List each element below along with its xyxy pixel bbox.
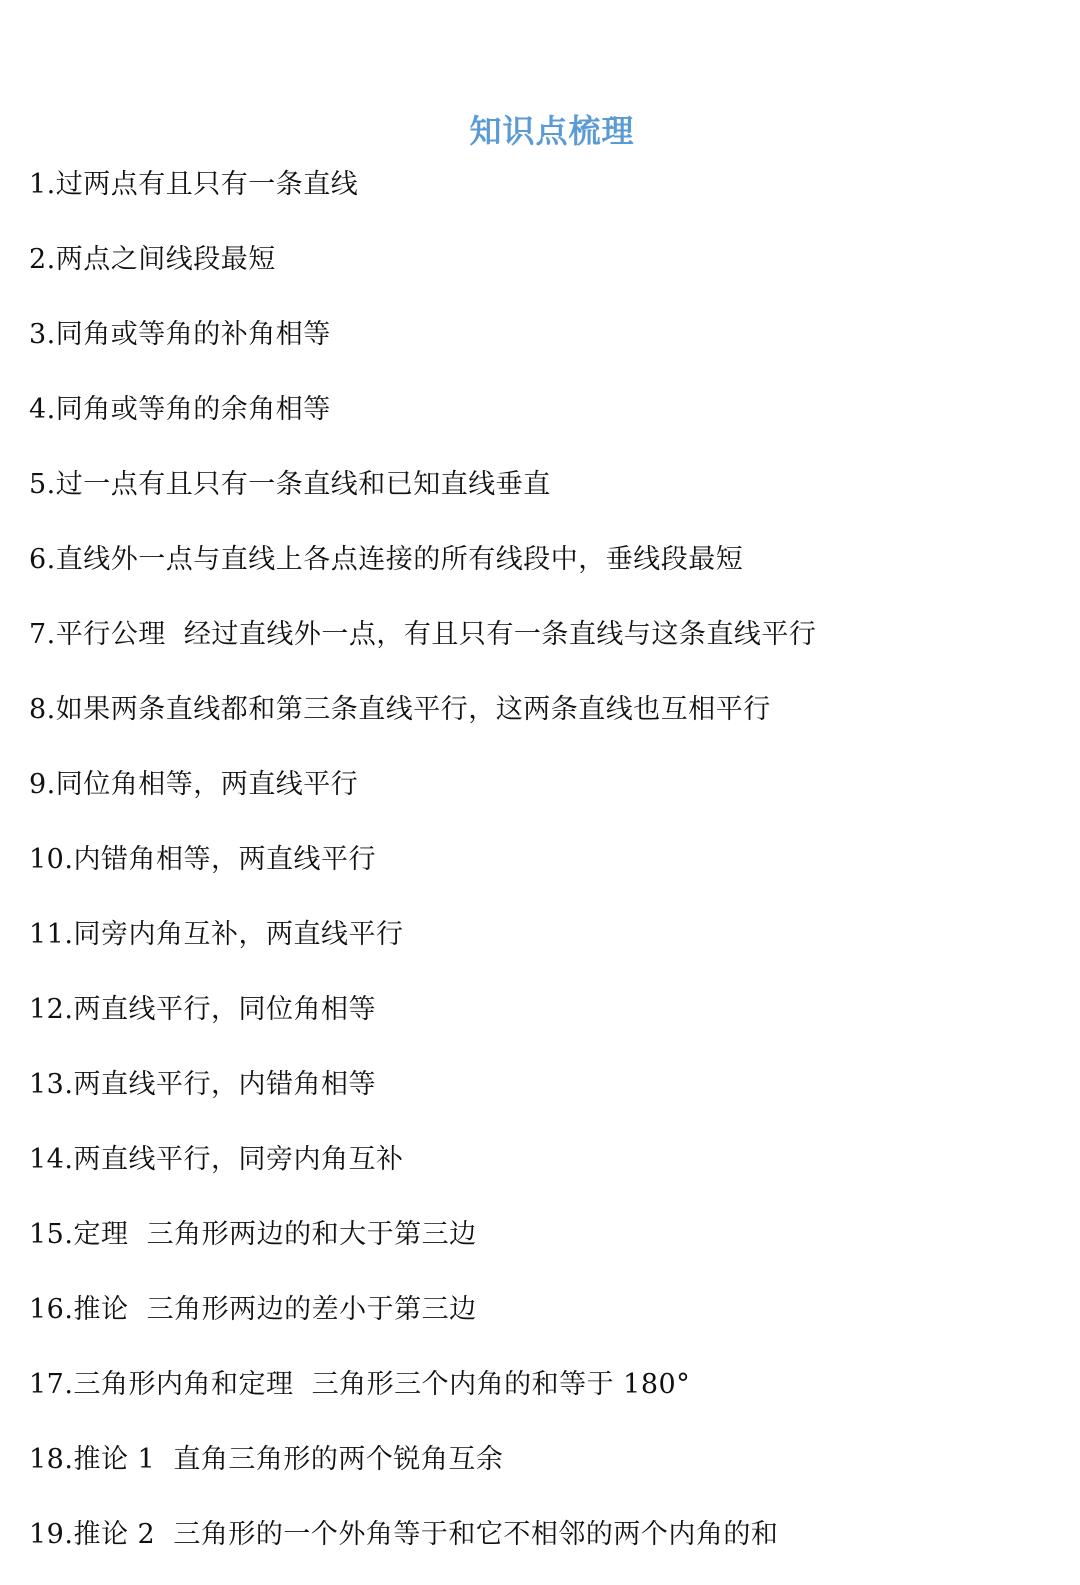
list-item: 4.同角或等角的余角相等 <box>29 394 331 425</box>
list-item: 14.两直线平行，同旁内角互补 <box>29 1144 404 1175</box>
list-item: 1.过两点有且只有一条直线 <box>29 169 359 200</box>
knowledge-point-list <box>29 160 1069 1585</box>
list-item: 10.内错角相等，两直线平行 <box>29 844 376 875</box>
list-item: 12.两直线平行，同位角相等 <box>29 994 376 1025</box>
list-item: 3.同角或等角的补角相等 <box>29 319 331 350</box>
list-item: 16.推论 三角形两边的差小于第三边 <box>29 1294 477 1325</box>
list-item: 7.平行公理 经过直线外一点，有且只有一条直线与这条直线平行 <box>29 619 817 650</box>
list-item: 5.过一点有且只有一条直线和已知直线垂直 <box>29 469 551 500</box>
list-item: 2.两点之间线段最短 <box>29 244 276 275</box>
list-item: 9.同位角相等，两直线平行 <box>29 769 359 800</box>
list-item: 8.如果两条直线都和第三条直线平行，这两条直线也互相平行 <box>29 694 771 725</box>
list-item: 17.三角形内角和定理 三角形三个内角的和等于 180° <box>29 1369 691 1400</box>
list-item: 18.推论 1 直角三角形的两个锐角互余 <box>29 1444 504 1475</box>
page-title: 知识点梳理 <box>469 112 635 151</box>
list-item: 15.定理 三角形两边的和大于第三边 <box>29 1219 477 1250</box>
list-item: 19.推论 2 三角形的一个外角等于和它不相邻的两个内角的和 <box>29 1519 779 1550</box>
list-item: 13.两直线平行，内错角相等 <box>29 1069 376 1100</box>
list-item: 11.同旁内角互补，两直线平行 <box>29 919 404 950</box>
list-item: 6.直线外一点与直线上各点连接的所有线段中，垂线段最短 <box>29 544 744 575</box>
